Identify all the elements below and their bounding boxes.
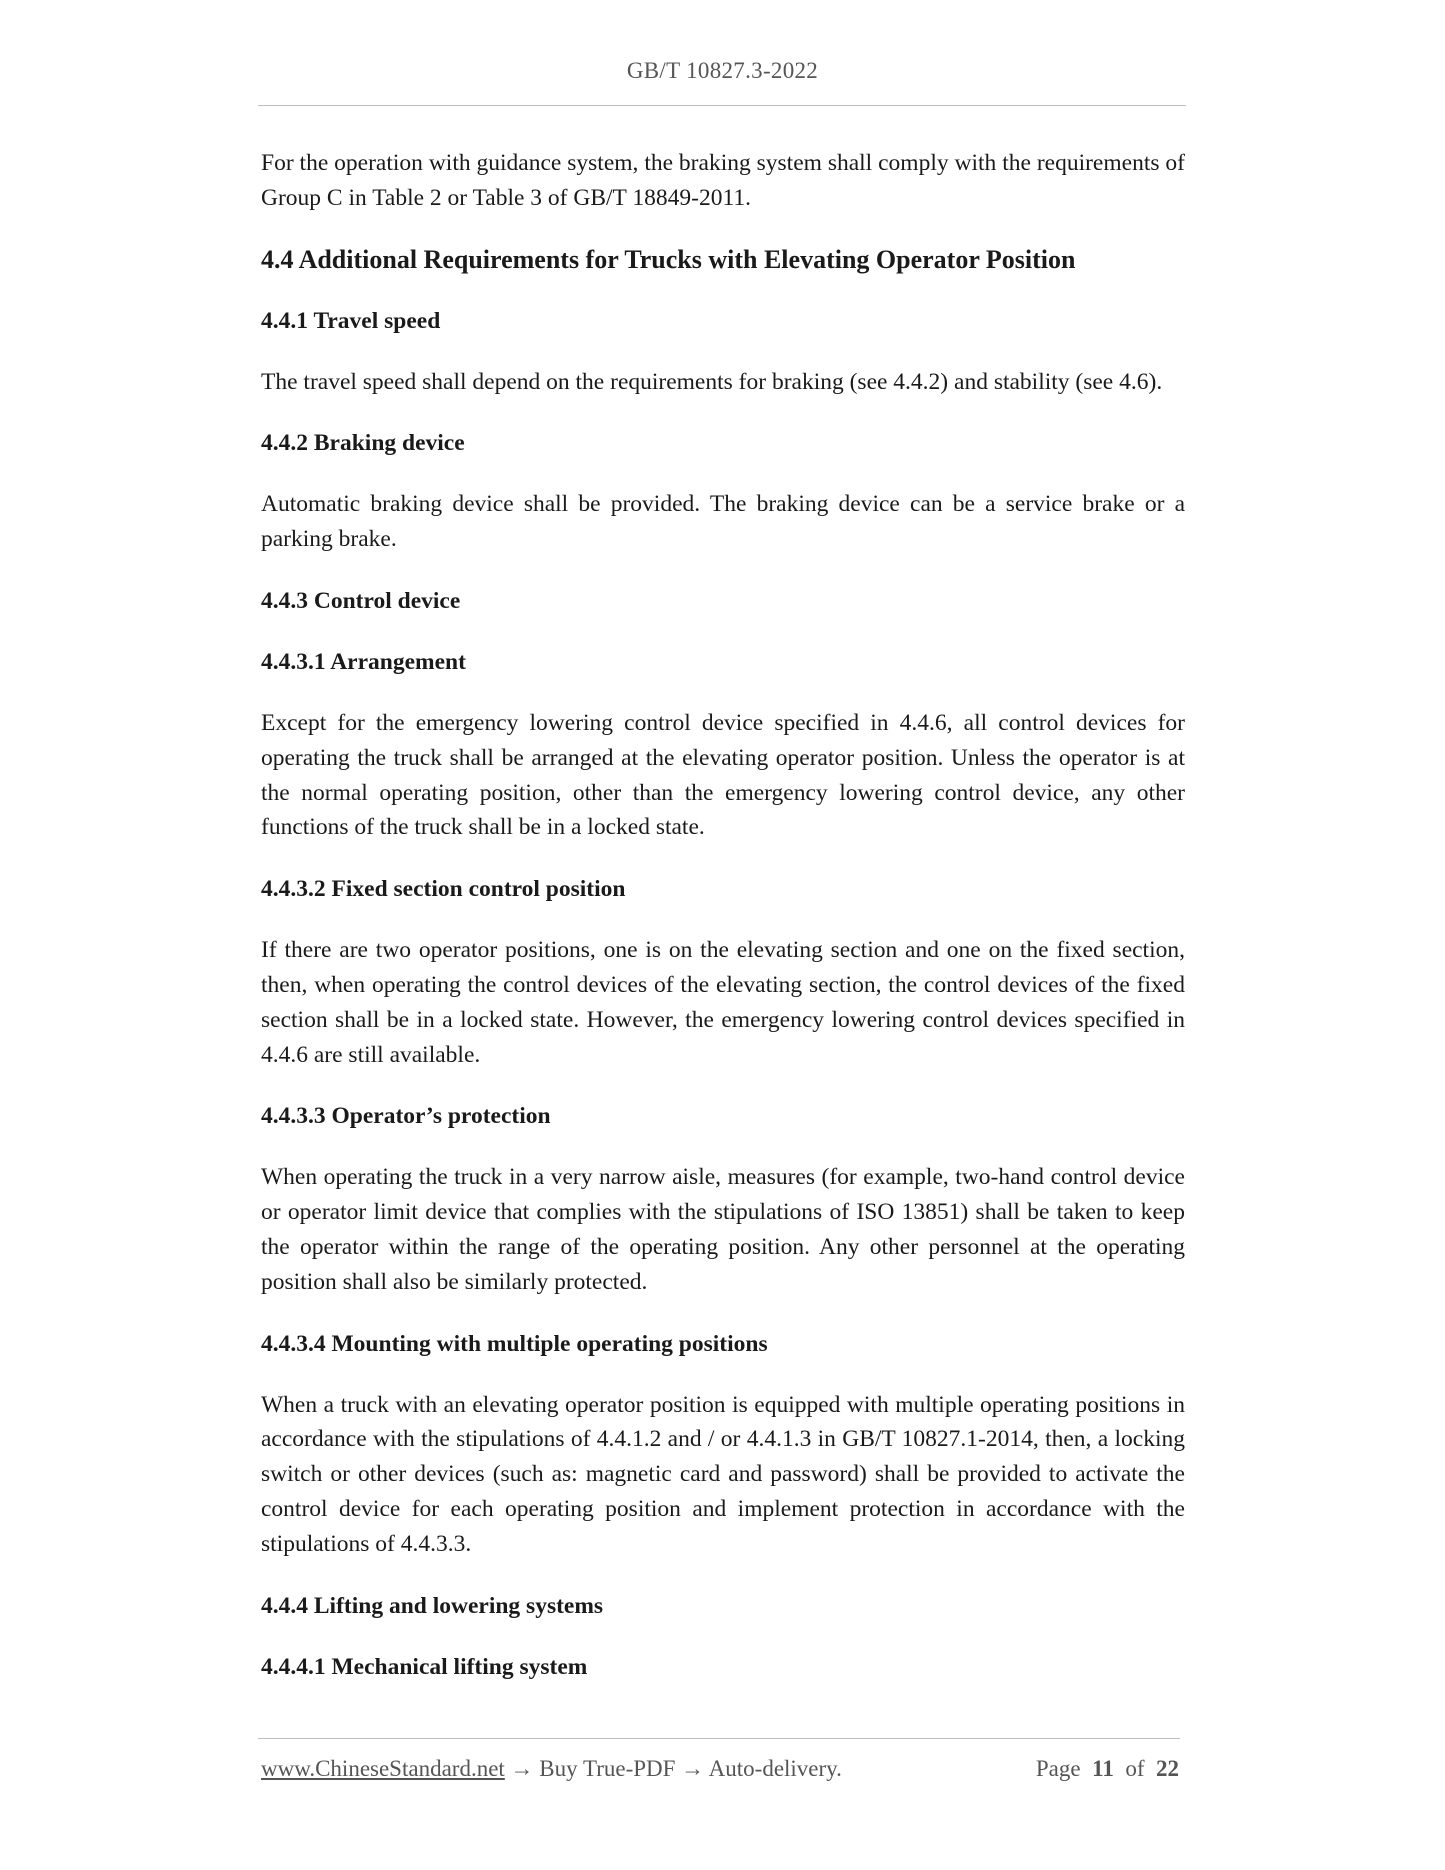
heading-4-4-3-1: 4.4.3.1 Arrangement xyxy=(261,648,466,675)
page-content xyxy=(261,146,1185,1684)
paragraph-4-4-2: Automatic braking device shall be provided. The braking device can be a service brake or a parking brake. xyxy=(261,491,1185,553)
heading-4-4-3-2: 4.4.3.2 Fixed section control position xyxy=(261,876,626,903)
paragraph-4-4-3-1: Except for the emergency lowering control device specified in 4.4.6, all control devices for operating the truck shall be arranged at the elevating operator position. Unless the operator is at the normal operating position, other than the emergency lowering control device, any other functions of the truck shall be in a locked state. xyxy=(261,709,1185,841)
heading-4-4-4: 4.4.4 Lifting and lowering systems xyxy=(261,1592,604,1619)
page-header: GB/T 10827.3-2022 xyxy=(626,58,819,83)
of-word: of xyxy=(1125,1756,1145,1781)
heading-4-4-3-3: 4.4.3.3 Operator’s protection xyxy=(261,1103,551,1130)
paragraph-4-4-3-4: When a truck with an elevating operator position is equipped with multiple operating positions in accordance with the stipulations of 4.4.1.2 and / or 4.4.1.3 in GB/T 10827.1-2014, then, a locking switch or other devices (such as: magnetic card and password) shall be provided to activate the control device for each operating position and implement protection in accordance with the stipulations of 4.4.3.3. xyxy=(261,1391,1185,1557)
footer-left xyxy=(261,1756,842,1782)
page-current: 11 xyxy=(1092,1756,1114,1781)
footer-divider xyxy=(258,1738,1180,1739)
paragraph-4-4-3-3: When operating the truck in a very narrow aisle, measures (for example, two-hand control device or operator limit device that complies with the stipulations of ISO 13851) shall be taken to keep the operator within the range of the operating position. Any other personnel at the operating position shall also be similarly protected. xyxy=(261,1164,1185,1295)
paragraph-4-4-1: The travel speed shall depend on the requirements for braking (see 4.4.2) and stability (see 4.6). xyxy=(261,368,1163,395)
footer-tagline: → Buy True-PDF → Auto-delivery. xyxy=(504,1756,842,1781)
paragraph-4-4-3-2: If there are two operator positions, one is on the elevating section and one on the fixed section, then, when operating the control devices of the elevating section, the control devices of the fixed section shall be in a locked state. However, the emergency lowering control devices specified in 4.4.6 are still available. xyxy=(261,937,1185,1068)
header-divider xyxy=(258,105,1186,106)
paragraph-braking-guidance: For the operation with guidance system, the braking system shall comply with the requirements of Group C in Table 2 or Table 3 of GB/T 18849-2011. xyxy=(261,150,1185,211)
heading-4-4: 4.4 Additional Requirements for Trucks with Elevating Operator Position xyxy=(261,244,1076,274)
page-total: 22 xyxy=(1156,1756,1179,1781)
heading-4-4-3-4: 4.4.3.4 Mounting with multiple operating positions xyxy=(261,1330,768,1357)
page-word: Page xyxy=(1035,1756,1081,1781)
website-link[interactable]: www.ChineseStandard.net xyxy=(261,1756,505,1781)
heading-4-4-3: 4.4.3 Control device xyxy=(261,587,461,614)
heading-4-4-2: 4.4.2 Braking device xyxy=(261,430,465,457)
page-number xyxy=(1036,1756,1179,1782)
heading-4-4-4-1: 4.4.4.1 Mechanical lifting system xyxy=(261,1653,588,1680)
heading-4-4-1: 4.4.1 Travel speed xyxy=(261,307,441,334)
